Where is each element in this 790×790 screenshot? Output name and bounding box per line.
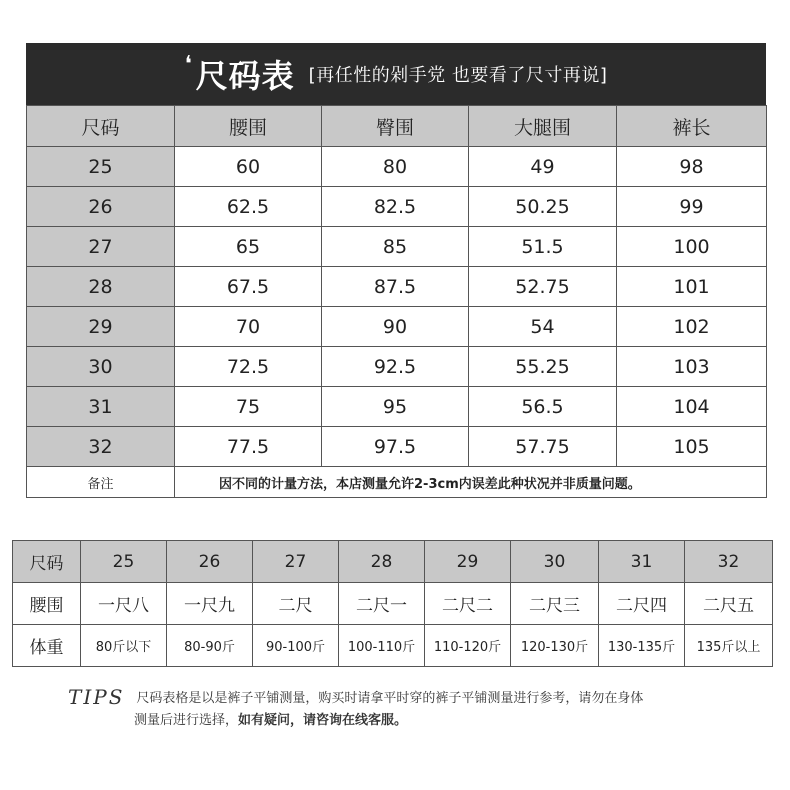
thigh-cell: 50.25: [469, 187, 617, 227]
reference-size-cell: 31: [599, 541, 685, 583]
size-cell: 27: [27, 227, 175, 267]
table-row: [27, 387, 767, 427]
reference-waist-cell: 二尺三: [511, 583, 599, 625]
tips-line-2-a: 测量后进行选择，: [134, 713, 239, 728]
hip-cell: 87.5: [322, 267, 469, 307]
reference-waist-label: 腰围: [13, 583, 81, 625]
note-label: 备注: [27, 467, 175, 498]
size-cell: 28: [27, 267, 175, 307]
reference-size-cell: 28: [339, 541, 425, 583]
reference-size-cell: 26: [167, 541, 253, 583]
reference-size-row: [13, 541, 773, 583]
tips-section: [68, 686, 748, 732]
reference-waist-row: [13, 583, 773, 625]
hip-cell: 97.5: [322, 427, 469, 467]
size-cell: 31: [27, 387, 175, 427]
table-row: [27, 227, 767, 267]
hip-cell: 95: [322, 387, 469, 427]
waist-cell: 65: [175, 227, 322, 267]
size-cell: 26: [27, 187, 175, 227]
tips-label: TIPS: [68, 685, 125, 709]
waist-cell: 75: [175, 387, 322, 427]
reference-size-cell: 30: [511, 541, 599, 583]
banner-title: 尺码表: [195, 57, 295, 95]
table-row: [27, 187, 767, 227]
waist-cell: 72.5: [175, 347, 322, 387]
waist-cell: 67.5: [175, 267, 322, 307]
length-cell: 100: [617, 227, 767, 267]
thigh-cell: 55.25: [469, 347, 617, 387]
length-cell: 103: [617, 347, 767, 387]
reference-waist-cell: 二尺四: [599, 583, 685, 625]
tips-line-2: [68, 710, 748, 732]
length-cell: 101: [617, 267, 767, 307]
reference-table: [12, 540, 773, 667]
sparkle-icon: ❛: [184, 51, 192, 77]
waist-cell: 60: [175, 147, 322, 187]
reference-weight-cell: 135斤以上: [685, 625, 773, 667]
thigh-cell: 52.75: [469, 267, 617, 307]
reference-waist-cell: 二尺一: [339, 583, 425, 625]
size-chart-banner: [26, 43, 766, 105]
hip-cell: 82.5: [322, 187, 469, 227]
table-row: [27, 147, 767, 187]
length-cell: 98: [617, 147, 767, 187]
waist-cell: 62.5: [175, 187, 322, 227]
reference-size-cell: 32: [685, 541, 773, 583]
reference-weight-cell: 80斤以下: [81, 625, 167, 667]
tips-line-2-b: 如有疑问，请咨询在线客服。: [238, 713, 408, 728]
table-row: [27, 427, 767, 467]
banner-subtitle: [再任性的剁手党 也要看了尺寸再说]: [308, 65, 608, 86]
size-cell: 29: [27, 307, 175, 347]
hip-cell: 92.5: [322, 347, 469, 387]
table-row: [27, 307, 767, 347]
table-row: [27, 267, 767, 307]
length-cell: 104: [617, 387, 767, 427]
reference-size-label: 尺码: [13, 541, 81, 583]
reference-waist-cell: 一尺八: [81, 583, 167, 625]
table-row: [27, 347, 767, 387]
reference-weight-cell: 110-120斤: [425, 625, 511, 667]
header-thigh: 大腿围: [469, 106, 617, 147]
thigh-cell: 51.5: [469, 227, 617, 267]
reference-size-cell: 27: [253, 541, 339, 583]
reference-weight-cell: 120-130斤: [511, 625, 599, 667]
hip-cell: 80: [322, 147, 469, 187]
length-cell: 99: [617, 187, 767, 227]
size-table: [26, 105, 767, 498]
reference-weight-row: [13, 625, 773, 667]
note-row: [27, 467, 767, 498]
waist-cell: 77.5: [175, 427, 322, 467]
thigh-cell: 54: [469, 307, 617, 347]
reference-size-cell: 25: [81, 541, 167, 583]
length-cell: 102: [617, 307, 767, 347]
header-waist: 腰围: [175, 106, 322, 147]
thigh-cell: 57.75: [469, 427, 617, 467]
size-cell: 30: [27, 347, 175, 387]
reference-weight-cell: 90-100斤: [253, 625, 339, 667]
reference-weight-cell: 130-135斤: [599, 625, 685, 667]
reference-waist-cell: 二尺五: [685, 583, 773, 625]
size-table-header: [27, 106, 767, 147]
length-cell: 105: [617, 427, 767, 467]
thigh-cell: 56.5: [469, 387, 617, 427]
hip-cell: 85: [322, 227, 469, 267]
reference-weight-label: 体重: [13, 625, 81, 667]
hip-cell: 90: [322, 307, 469, 347]
reference-waist-cell: 一尺九: [167, 583, 253, 625]
reference-waist-cell: 二尺: [253, 583, 339, 625]
waist-cell: 70: [175, 307, 322, 347]
reference-size-cell: 29: [425, 541, 511, 583]
header-size: 尺码: [27, 106, 175, 147]
thigh-cell: 49: [469, 147, 617, 187]
note-text: 因不同的计量方法，本店测量允许2-3cm内误差此种状况并非质量问题。: [175, 467, 767, 498]
header-length: 裤长: [617, 106, 767, 147]
size-cell: 32: [27, 427, 175, 467]
reference-waist-cell: 二尺二: [425, 583, 511, 625]
size-cell: 25: [27, 147, 175, 187]
header-hip: 臀围: [322, 106, 469, 147]
tips-line-1: 尺码表格是以是裤子平铺测量，购买时请拿平时穿的裤子平铺测量进行参考，请勿在身体: [136, 691, 644, 706]
reference-weight-cell: 80-90斤: [167, 625, 253, 667]
reference-weight-cell: 100-110斤: [339, 625, 425, 667]
